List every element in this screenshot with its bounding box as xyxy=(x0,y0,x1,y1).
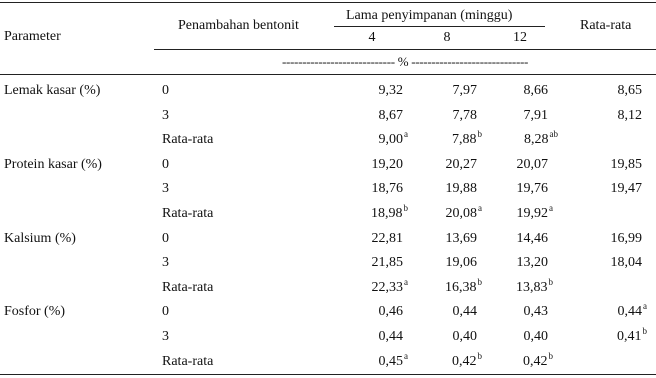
value-number: 0,44 xyxy=(452,304,477,319)
value-number: 0,40 xyxy=(523,329,548,344)
bentonite-level: 0 xyxy=(162,157,169,172)
value-cell xyxy=(378,129,409,148)
value-cell xyxy=(446,231,478,247)
header-parameter: Parameter xyxy=(4,29,61,44)
bentonite-level: 3 xyxy=(162,108,169,123)
value-number: 0,43 xyxy=(523,304,548,319)
value-cell xyxy=(452,351,482,370)
average-cell xyxy=(617,326,647,345)
header-bentonite: Penambahan bentonit xyxy=(178,18,299,33)
significance-letter: a xyxy=(404,277,408,287)
value-number: 0,42 xyxy=(523,354,548,369)
value-number: 19,76 xyxy=(516,181,548,196)
value-number: 8,28 xyxy=(524,132,549,147)
value-cell xyxy=(517,157,549,173)
value-cell xyxy=(517,181,549,197)
value-number: 19,06 xyxy=(445,255,477,270)
table-top-rule xyxy=(0,2,656,3)
average-number: 0,44 xyxy=(617,304,642,319)
value-number: 7,78 xyxy=(452,108,477,123)
value-number: 9,00 xyxy=(378,132,403,147)
value-cell xyxy=(378,351,409,370)
significance-letter: a xyxy=(478,203,482,213)
average-number: 8,65 xyxy=(617,83,642,98)
significance-letter: b xyxy=(548,277,553,287)
value-number: 18,98 xyxy=(371,206,403,221)
significance-letter: a xyxy=(404,129,408,139)
bentonite-level: 3 xyxy=(162,181,169,196)
bentonite-level: Rata-rata xyxy=(162,206,214,221)
value-number: 0,42 xyxy=(452,354,477,369)
value-cell xyxy=(453,329,478,345)
bentonite-level: Rata-rata xyxy=(162,280,214,295)
average-cell xyxy=(611,157,643,173)
value-number: 13,20 xyxy=(516,255,548,270)
average-number: 19,47 xyxy=(610,181,642,196)
average-cell xyxy=(611,181,643,197)
value-cell xyxy=(524,129,558,148)
header-week-12: 12 xyxy=(513,30,527,45)
average-number: 0,41 xyxy=(617,329,642,344)
value-number: 0,44 xyxy=(378,329,403,344)
value-number: 7,91 xyxy=(523,108,548,123)
average-cell xyxy=(611,255,643,271)
value-cell xyxy=(453,108,478,124)
value-cell xyxy=(524,83,549,99)
value-cell xyxy=(446,157,478,173)
significance-letter: b xyxy=(477,351,482,361)
value-number: 0,45 xyxy=(378,354,403,369)
header-unit-rule xyxy=(154,49,656,50)
value-cell xyxy=(453,83,478,99)
value-number: 13,83 xyxy=(516,280,548,295)
value-cell xyxy=(371,277,409,296)
significance-letter: ab xyxy=(549,129,558,139)
bentonite-level: 0 xyxy=(162,83,169,98)
parameter-label: Protein kasar (%) xyxy=(4,157,102,172)
parameter-label: Lemak kasar (%) xyxy=(4,83,101,98)
value-number: 19,20 xyxy=(371,157,403,172)
value-cell xyxy=(446,255,478,271)
significance-letter: b xyxy=(477,277,482,287)
value-number: 0,46 xyxy=(378,304,403,319)
value-cell xyxy=(379,329,404,345)
bentonite-level: 0 xyxy=(162,231,169,246)
bentonite-level: 3 xyxy=(162,255,169,270)
value-number: 20,27 xyxy=(445,157,477,172)
significance-letter: a xyxy=(549,203,553,213)
value-cell xyxy=(516,203,554,222)
header-week-4: 4 xyxy=(368,30,376,45)
value-number: 16,38 xyxy=(445,280,477,295)
average-cell xyxy=(617,301,648,320)
bentonite-level: 3 xyxy=(162,329,169,344)
value-number: 8,67 xyxy=(378,108,403,123)
bentonite-level: 0 xyxy=(162,304,169,319)
unit-line: ---------------------------- % ----------------------------- xyxy=(281,54,529,69)
value-number: 22,33 xyxy=(371,280,403,295)
average-number: 19,85 xyxy=(610,157,642,172)
value-cell xyxy=(445,203,483,222)
header-week-8: 8 xyxy=(443,30,451,45)
value-cell xyxy=(517,255,549,271)
value-number: 20,08 xyxy=(445,206,477,221)
header-span-rule xyxy=(334,26,545,27)
value-cell xyxy=(371,203,408,222)
parameter-label: Fosfor (%) xyxy=(4,304,66,319)
value-number: 8,66 xyxy=(523,83,548,98)
value-cell xyxy=(372,181,404,197)
average-number: 16,99 xyxy=(610,231,642,246)
value-number: 21,85 xyxy=(371,255,403,270)
average-cell xyxy=(618,83,643,99)
value-cell xyxy=(372,255,404,271)
value-number: 9,32 xyxy=(378,83,403,98)
bentonite-level: Rata-rata xyxy=(162,132,214,147)
value-number: 19,92 xyxy=(516,206,548,221)
value-number: 13,69 xyxy=(445,231,477,246)
value-cell xyxy=(516,277,553,296)
value-cell xyxy=(524,329,549,345)
header-storage-duration: Lama penyimpanan (minggu) xyxy=(346,8,513,23)
significance-letter: b xyxy=(642,326,647,336)
value-cell xyxy=(524,304,549,320)
value-number: 7,97 xyxy=(452,83,477,98)
value-number: 20,07 xyxy=(516,157,548,172)
value-cell xyxy=(453,304,478,320)
header-bottom-rule xyxy=(0,74,656,75)
value-cell xyxy=(452,129,482,148)
average-number: 18,04 xyxy=(610,255,642,270)
parameter-label: Kalsium (%) xyxy=(4,231,76,246)
average-number: 8,12 xyxy=(617,108,642,123)
value-cell xyxy=(517,231,549,247)
value-number: 19,88 xyxy=(445,181,477,196)
value-cell xyxy=(523,351,553,370)
value-number: 0,40 xyxy=(452,329,477,344)
value-cell xyxy=(446,181,478,197)
significance-letter: b xyxy=(477,129,482,139)
value-cell xyxy=(445,277,482,296)
significance-letter: a xyxy=(643,301,647,311)
value-number: 7,88 xyxy=(452,132,477,147)
significance-letter: b xyxy=(403,203,408,213)
table-bottom-rule xyxy=(0,374,656,375)
value-cell xyxy=(379,108,404,124)
value-cell xyxy=(379,304,404,320)
value-number: 14,46 xyxy=(516,231,548,246)
value-cell xyxy=(372,231,404,247)
value-number: 18,76 xyxy=(371,181,403,196)
value-cell xyxy=(524,108,549,124)
bentonite-level: Rata-rata xyxy=(162,354,214,369)
value-cell xyxy=(379,83,404,99)
value-cell xyxy=(372,157,404,173)
average-cell xyxy=(618,108,643,124)
average-cell xyxy=(611,231,643,247)
significance-letter: a xyxy=(404,351,408,361)
header-average: Rata-rata xyxy=(580,18,632,33)
value-number: 22,81 xyxy=(371,231,403,246)
significance-letter: b xyxy=(548,351,553,361)
